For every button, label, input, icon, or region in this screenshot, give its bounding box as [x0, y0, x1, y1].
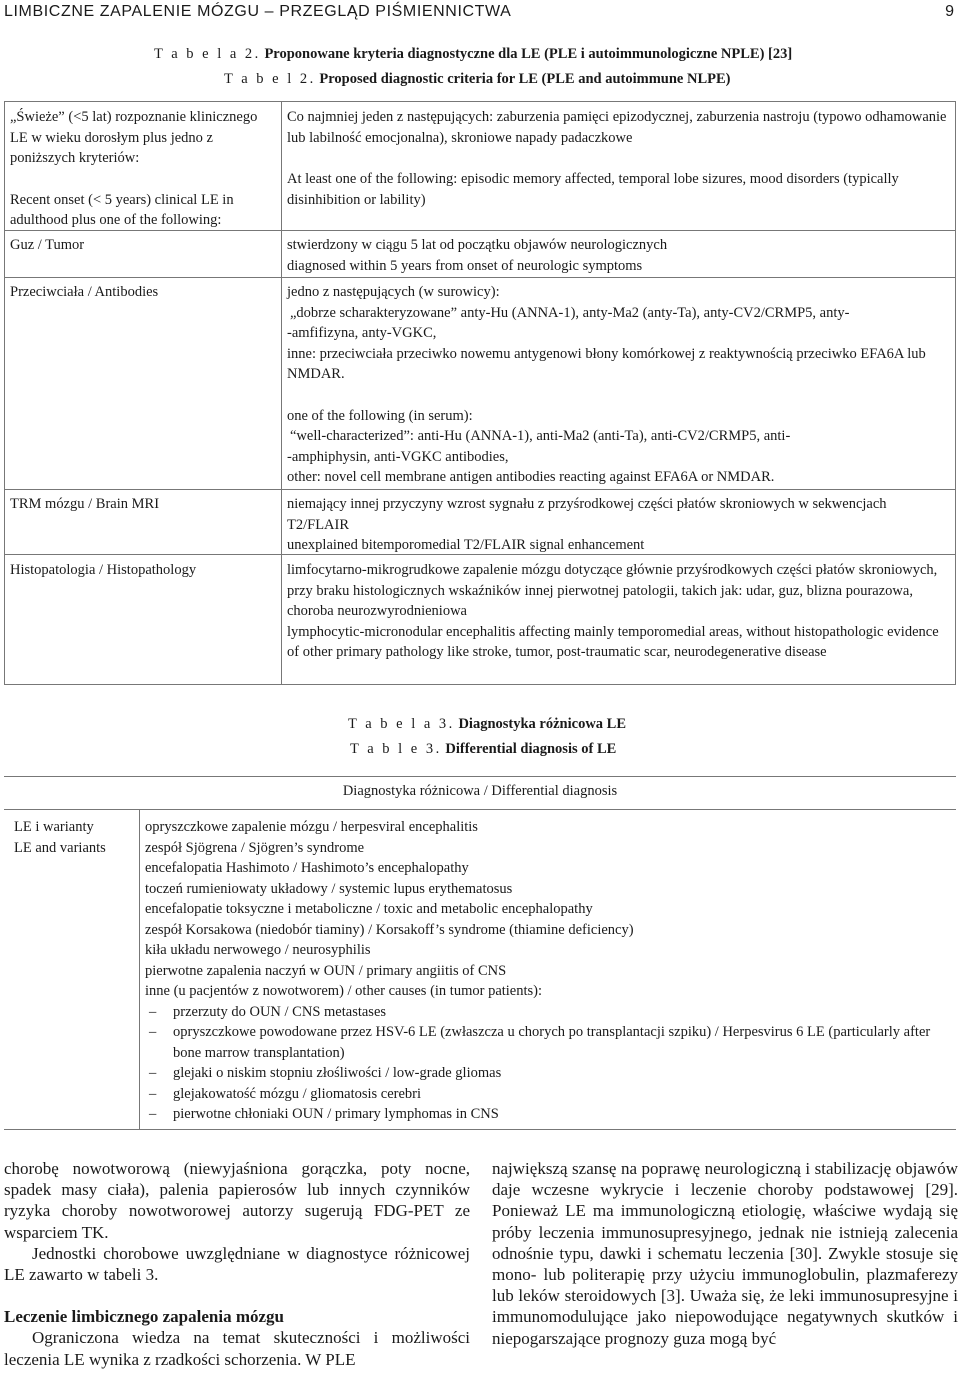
list-item: opryszczkowe zapalenie mózgu / herpesviral encephalitis: [145, 819, 478, 835]
list-item: encefalopatie toksyczne i metaboliczne / toxic and metabolic encephalopathy: [145, 901, 593, 917]
list-item: zespół Sjögrena / Sjögren’s syndrome: [145, 839, 365, 856]
running-header-title: LIMBICZNE ZAPALENIE MÓZGU – PRZEGLĄD PIŚMIENNICTWA: [4, 3, 512, 20]
list-item: kiła układu nerwowego / neurosyphilis: [145, 942, 371, 958]
table3-left-label: LE i warianty LE and variants: [14, 819, 106, 856]
table2-caption-pl: T a b e l a 2. Proponowane kryteria diagnostyczne dla LE (PLE i autoimmunologiczne NPLE) [23]: [154, 46, 793, 62]
table3: [4, 776, 956, 1130]
table3-bottom-rule: [4, 1129, 956, 1130]
table2-caption-en: T a b e l 2. Proposed diagnostic criteria for LE (PLE and autoimmune NLPE): [224, 71, 731, 87]
list-subitem: – glejaki o niskim stopniu złośliwości / low-grade gliomas: [145, 1063, 945, 1084]
list-subitem: – przerzuty do OUN / CNS metastases: [145, 1002, 945, 1023]
list-item: inne (u pacjentów z nowotworem) / other causes (in tumor patients):: [145, 983, 543, 999]
list-subitem: – opryszczkowe powodowane przez HSV-6 LE (zwłaszcza u chorych po transplantacji szpiku) / Herpesvirus 6 LE (particularly after bone marrow transplantation): [145, 1022, 945, 1063]
body-paragraph: chorobę nowotworową (niewyjaśniona gorączka, poty nocne, spadek masy ciała), palenia papierosów lub innych czynników ryzyka choroby nowotworowej autorzy sugerują FDG-PET ze wsparciem TK.: [4, 1159, 470, 1242]
table2-column-divider: [281, 102, 282, 684]
table2-onset-left: „Świeże” (<5 lat) rozpoznanie klinicznego LE w wieku dorosłym plus jedno z poniższych kryteriów: Recent onset (< 5 years) clinical LE in adulthood plus one of the following:: [10, 109, 258, 228]
list-item: toczeń rumieniowaty układowy / systemic lupus erythematosus: [145, 880, 513, 897]
table2-mri-right: niemający innej przyczyny wzrost sygnału z przyśrodkowej części płatów skroniowych w sekwencjach T2/FLAIR unexplained bitemporomedial T2/FLAIR signal enhancement: [287, 496, 887, 553]
table3-header: Diagnostyka różnicowa / Differential diagnosis: [342, 783, 618, 799]
table2-histo-label: Histopatologia / Histopathology: [10, 562, 197, 578]
table3-caption-pl: T a b e l a 3. Diagnostyka różnicowa LE: [348, 716, 627, 732]
table2-antibodies-right: jedno z następujących (w surowicy): „dobrze scharakteryzowane” anty-Hu (ANNA-1), anty-Ma2 (anty-Ta), anty-CV2/CRMP5, anty- -amfifizyna, anty-VGKC, inne: przeciwciała przeciwko nowemu antygenowi błony komórkowej z reaktywnością przeciwko EFA6A lub NMDAR. one of the following (in serum): “well-characterized”: anti-Hu (ANNA-1), anti-Ma2 (anti-Ta), anti-CV2/CRMP5, anti- -amphiphysin, anti-VGKC antibodies, other: novel cell membrane antigen antibodies reacting against EFA6A or NMDAR.: [287, 284, 926, 485]
list-item: encefalopatia Hashimoto / Hashimoto’s encephalopathy: [145, 860, 469, 876]
table3-header-divider: [4, 809, 956, 810]
table2-tumor-right: stwierdzony w ciągu 5 lat od początku objawów neurologicznych diagnosed within 5 years from onset of neurologic symptoms: [287, 237, 668, 274]
body-right-column: [492, 1158, 958, 1349]
body-left-column: [4, 1158, 470, 1370]
page-number: 9: [945, 3, 954, 20]
body-paragraph: Jednostki chorobowe uwzględniane w diagnostyce różnicowej LE zawarto w tabeli 3.: [4, 1243, 470, 1285]
list-item: pierwotne zapalenia naczyń w OUN / primary angiitis of CNS: [145, 962, 507, 979]
table2: [4, 101, 956, 685]
table2-row-divider: [5, 277, 955, 278]
table2-tumor-label: Guz / Tumor: [10, 237, 85, 253]
table2-antibodies-label: Przeciwciała / Antibodies: [10, 284, 159, 300]
table3-column-divider: [139, 809, 140, 1129]
table2-mri-label: TRM mózgu / Brain MRI: [10, 496, 160, 512]
body-paragraph: Ograniczona wiedza na temat skuteczności i możliwości leczenia LE wynika z rzadkości schorzenia. W PLE: [4, 1328, 470, 1369]
body-paragraph: największą szansę na poprawę neurologiczną i stabilizację objawów daje wczesne wykrycie i leczenie choroby podstawowej [29]. Ponieważ LE ma immunologiczną etiologię, właściwe wydają się próby leczenia immunosupresyjnego, jednak nie istnieją zalecenia odnośnie typu, dawki i schematu leczenia [30]. Zwykle stosuje się mono- lub politerapię przy użyciu immunoglobulin, plazmaferezy lub leków steroidowych [3]. Uważa się, że leki immunosupresyjne i immunomodulujące jako niepowodujące negatywnych skutków i niepogarszające prognozy guza mogą być: [492, 1159, 958, 1348]
list-item: zespół Korsakowa (niedobór tiaminy) / Korsakoff’s syndrome (thiamine deficiency): [145, 921, 634, 938]
section-heading: Leczenie limbicznego zapalenia mózgu: [4, 1307, 284, 1327]
list-subitem: – glejakowatość mózgu / gliomatosis cerebri: [145, 1084, 945, 1105]
table2-onset-right: Co najmniej jeden z następujących: zaburzenia pamięci epizodycznej, zaburzenia nastroju (typowo odhamowanie lub labilność emocjonalna), skroniowe napady padaczkowe At least one of the following: episodic memory affected, temporal lobe sizures, mood disorders (typically disinhibition or lability): [287, 109, 947, 208]
table2-histo-right: limfocytarno-mikrogrudkowe zapalenie mózgu dotyczące głównie przyśrodkowych części płatów skroniowych, przy braku histologicznych wskaźników innej pierwotnej patologii, takich jak: udar, guz, blizna pourazowa, choroba neurozwyrodnieniowa lymphocytic-micronodular encephalitis affecting mainly temporomedial areas, without histopathologic evidence of other primary pathology like stroke, tumor, post-traumatic scar, neurodegenerative disease: [287, 562, 939, 660]
list-subitem: – pierwotne chłoniaki OUN / primary lymphomas in CNS: [145, 1104, 945, 1125]
table3-caption-en: T a b l e 3. Differential diagnosis of LE: [350, 741, 617, 757]
table2-row-divider: [5, 489, 955, 490]
table3-list: [145, 817, 945, 1125]
